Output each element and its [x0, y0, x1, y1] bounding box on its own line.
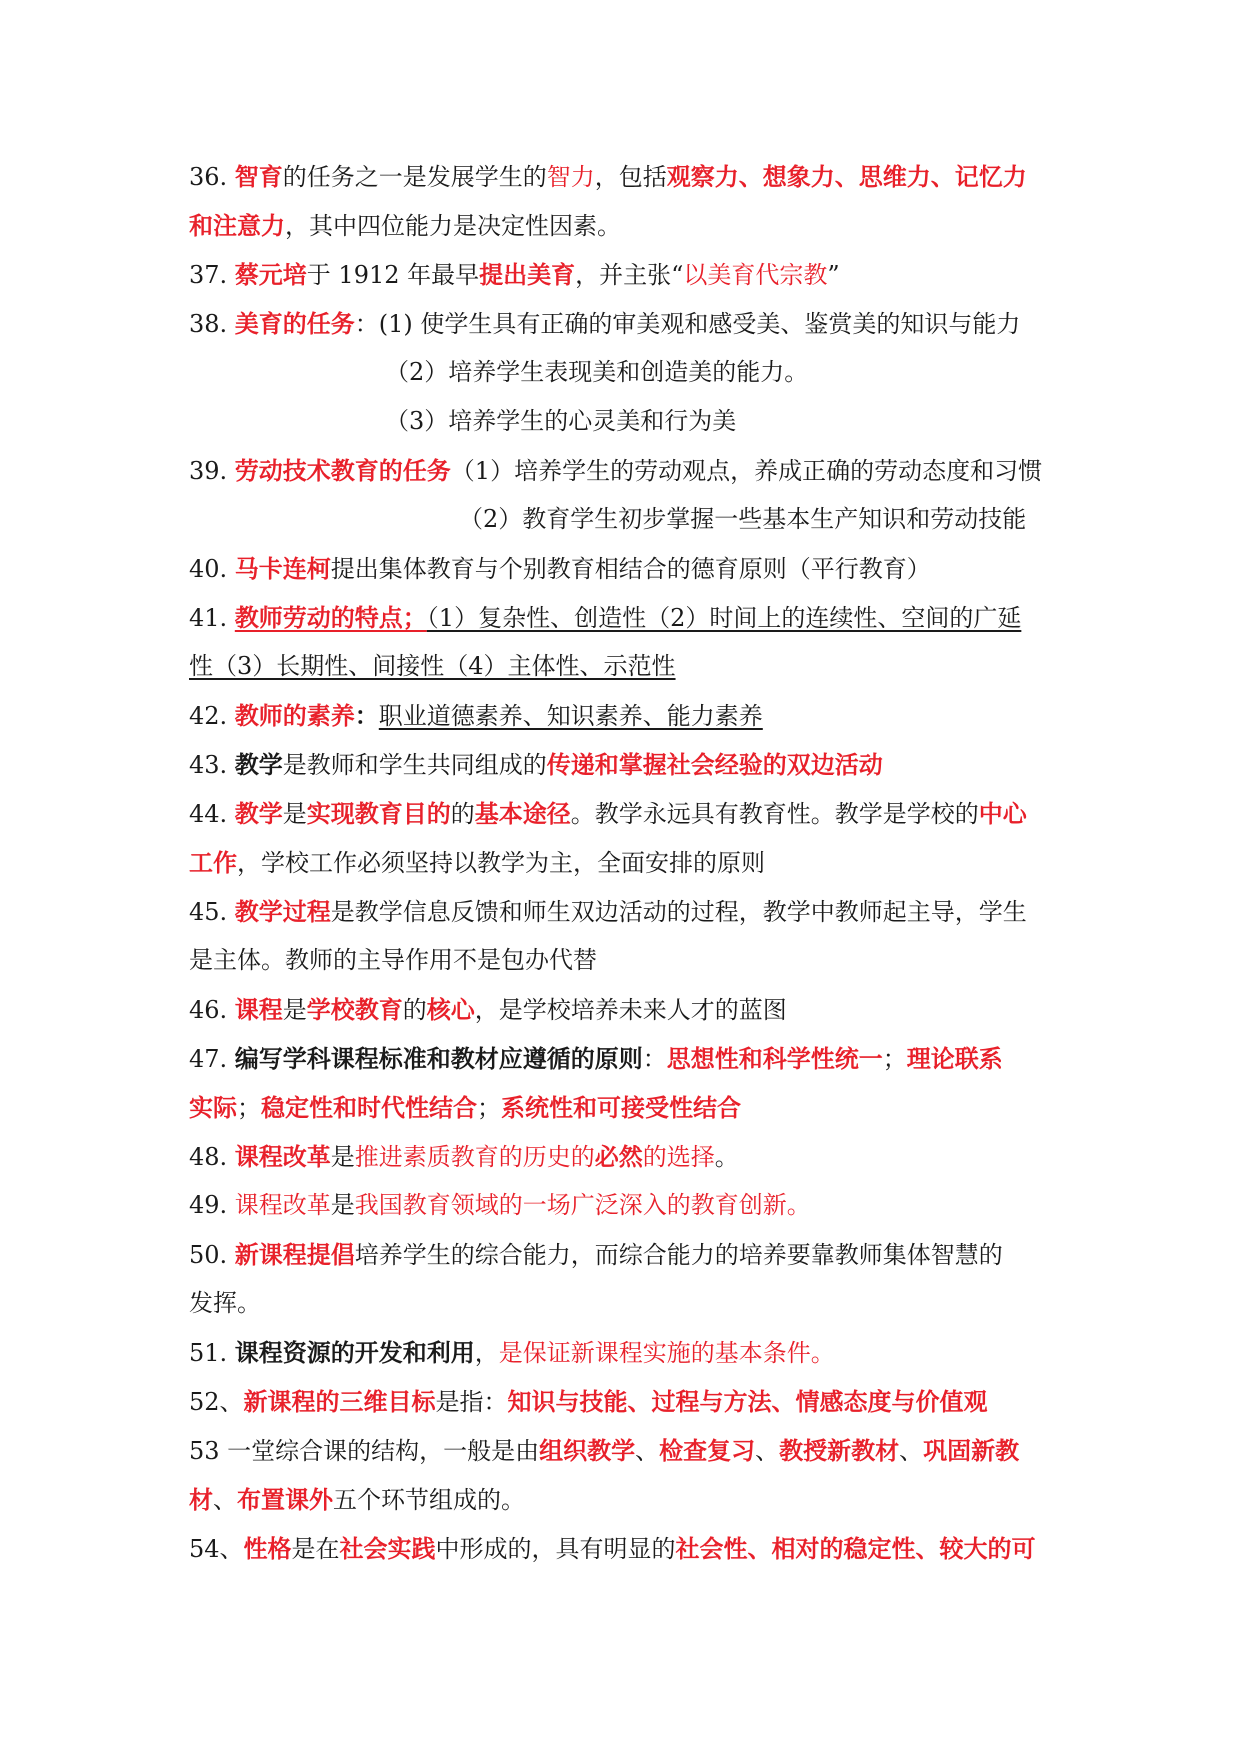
body-text: 是教学信息反馈和师生双边活动的过程，教学中教师起主导，学生	[330, 898, 1027, 926]
highlight-text: 核心	[426, 995, 475, 1024]
body-text: ：	[354, 701, 379, 730]
body-text: 47.	[189, 1045, 235, 1073]
text-line	[189, 397, 1057, 446]
highlight-text: 材	[189, 1485, 213, 1514]
body-text: 是指：	[435, 1388, 508, 1416]
highlight-text: 理论联系	[906, 1044, 1003, 1073]
text-line	[189, 887, 1057, 936]
body-text: （1）复杂性、创造性（2）时间上的连续性、空间的广延	[426, 604, 1022, 632]
highlight-text: 传递和掌握社会经验的双边活动	[546, 750, 883, 779]
text-line	[189, 201, 1057, 250]
body-text: （2）培养学生表现美和创造美的能力。	[385, 358, 809, 386]
highlight-text: 教学	[234, 799, 283, 828]
text-line	[189, 1279, 1057, 1328]
body-text: 的	[450, 800, 475, 828]
text-line	[189, 1475, 1057, 1524]
body-text: 、	[899, 1437, 924, 1465]
body-text: 48.	[189, 1143, 235, 1171]
body-text: 46.	[189, 996, 235, 1024]
highlight-text: 劳动技术教育的任务	[234, 456, 451, 485]
highlight-text: 新课程的三维目标	[243, 1387, 436, 1416]
body-text: 52、	[189, 1388, 244, 1416]
text-line	[189, 1034, 1057, 1083]
body-text: （2）教育学生初步掌握一些基本生产知识和劳动技能	[459, 505, 1027, 533]
body-text: 。	[714, 1143, 739, 1171]
body-text: 培养学生的综合能力，而综合能力的培养要靠教师集体智慧的	[354, 1241, 1003, 1269]
body-text: 五个环节组成的。	[333, 1486, 525, 1514]
highlight-text: 课程	[234, 995, 283, 1024]
text-line	[189, 838, 1057, 887]
body-text: 38.	[189, 310, 235, 338]
body-text: 发挥。	[189, 1289, 261, 1317]
highlight-text: 课程改革	[234, 1191, 331, 1219]
highlight-text: 检查复习	[659, 1436, 756, 1465]
highlight-text: 和注意力	[189, 211, 285, 240]
highlight-text: 社会实践	[339, 1534, 436, 1563]
body-text: ，	[474, 1339, 499, 1367]
text-line	[189, 495, 1057, 544]
highlight-text: 智力	[546, 163, 595, 191]
body-text: 课程资源的开发和利用	[234, 1338, 475, 1367]
highlight-text: 布置课外	[237, 1485, 333, 1514]
text-line	[189, 642, 1057, 691]
body-text: （3）培养学生的心灵美和行为美	[385, 407, 737, 435]
highlight-text: 是保证新课程实施的基本条件。	[498, 1339, 835, 1367]
body-text: 。教学永远具有教育性。教学是学校的	[570, 800, 979, 828]
body-text: ”	[827, 261, 840, 289]
text-line	[189, 740, 1057, 789]
text-line	[189, 250, 1057, 299]
highlight-text: 教师的素养	[234, 701, 355, 730]
highlight-text: 我国教育领域的一场广泛深入的教育创新。	[354, 1191, 811, 1219]
body-text: 教学	[234, 750, 283, 779]
body-text: ，学校工作必须坚持以教学为主，全面安排的原则	[237, 849, 765, 877]
highlight-text: 学校教育	[306, 995, 403, 1024]
highlight-text: 稳定性和时代性结合	[261, 1093, 477, 1122]
text-line	[189, 446, 1057, 495]
highlight-text: 实现教育目的	[306, 799, 451, 828]
body-text: ；	[882, 1045, 907, 1073]
text-line	[189, 1230, 1057, 1279]
body-text: 、	[635, 1437, 660, 1465]
body-text: 40.	[189, 555, 235, 583]
body-text: 、	[213, 1486, 237, 1514]
highlight-text: 系统性和可接受性结合	[501, 1093, 741, 1122]
body-text: 、	[755, 1437, 780, 1465]
body-text: 49.	[189, 1191, 235, 1219]
text-line	[189, 691, 1057, 740]
body-text: 是主体。教师的主导作用不是包办代替	[189, 946, 597, 974]
body-text: 39.	[189, 457, 235, 485]
body-text: 是在	[291, 1535, 340, 1563]
body-text: （1）培养学生的劳动观点，养成正确的劳动态度和习惯	[450, 457, 1043, 485]
body-text: 50.	[189, 1241, 235, 1269]
highlight-text: 组织教学	[539, 1436, 636, 1465]
highlight-text: 教授新教材	[779, 1436, 900, 1465]
body-text: 44.	[189, 800, 235, 828]
highlight-text: 教学过程	[234, 897, 331, 926]
highlight-text: 新课程提倡	[234, 1240, 355, 1269]
highlight-text: 观察力、想象力、思维力、记忆力	[666, 162, 1027, 191]
text-line	[189, 1083, 1057, 1132]
text-line	[189, 985, 1057, 1034]
highlight-text: 巩固新教	[923, 1436, 1020, 1465]
highlight-text: 性格	[243, 1534, 292, 1563]
notes-body	[189, 152, 1057, 1573]
body-text: 的	[402, 996, 427, 1024]
body-text: 是	[282, 996, 307, 1024]
body-text: 41.	[189, 604, 235, 632]
body-text: 性（3）长期性、间接性（4）主体性、示范性	[189, 652, 676, 680]
body-text: ：	[642, 1045, 667, 1073]
text-line	[189, 299, 1057, 348]
highlight-text: 智育	[234, 162, 283, 191]
highlight-text: 思想性和科学性统一	[666, 1044, 883, 1073]
highlight-text: 以美育代宗教	[683, 261, 828, 289]
body-text: 是	[330, 1191, 355, 1219]
text-line	[189, 348, 1057, 397]
body-text: 37.	[189, 261, 235, 289]
body-text: 53 一堂综合课的结构，一般是由	[189, 1437, 540, 1465]
body-text: 43.	[189, 751, 235, 779]
text-line	[189, 1377, 1057, 1426]
text-line	[189, 152, 1057, 201]
text-line	[189, 1328, 1057, 1377]
body-text: 于 1912 年最早	[306, 261, 480, 289]
body-text: 36.	[189, 163, 235, 191]
body-text: 提出集体教育与个别教育相结合的德育原则（平行教育）	[330, 555, 931, 583]
body-text: 42.	[189, 702, 235, 730]
body-text: 45.	[189, 898, 235, 926]
body-text: 编写学科课程标准和教材应遵循的原则	[234, 1044, 643, 1073]
highlight-text: 课程改革	[234, 1142, 331, 1171]
text-line	[189, 1181, 1057, 1230]
body-text: ，其中四位能力是决定性因素。	[285, 212, 621, 240]
body-text: ：(1) 使学生具有正确的审美观和感受美、鉴赏美的知识与能力	[354, 310, 1021, 338]
text-line	[189, 1426, 1057, 1475]
highlight-text: 社会性、相对的稳定性、较大的可	[675, 1534, 1036, 1563]
text-line	[189, 1132, 1057, 1181]
text-line	[189, 936, 1057, 985]
text-line	[189, 1524, 1057, 1573]
body-text: 是教师和学生共同组成的	[282, 751, 547, 779]
highlight-text: 提出美育	[479, 260, 576, 289]
highlight-text: 教师劳动的特点；	[234, 603, 427, 632]
text-line	[189, 544, 1057, 593]
body-text: 51.	[189, 1339, 235, 1367]
text-line	[189, 593, 1057, 642]
highlight-text: 中心	[978, 799, 1027, 828]
body-text: ，并主张“	[575, 261, 684, 289]
highlight-text: 蔡元培	[234, 260, 307, 289]
highlight-text: 的选择	[642, 1143, 715, 1171]
body-text: ；	[477, 1094, 501, 1122]
highlight-text: 美育的任务	[234, 309, 355, 338]
body-text: 是	[330, 1143, 355, 1171]
body-text: 是	[282, 800, 307, 828]
body-text: 的任务之一是发展学生的	[282, 163, 547, 191]
body-text: 中形成的，具有明显的	[435, 1535, 676, 1563]
highlight-text: 推进素质教育的历史的	[354, 1143, 595, 1171]
highlight-text: 知识与技能、过程与方法、情感态度与价值观	[507, 1387, 988, 1416]
body-text: 职业道德素养、知识素养、能力素养	[378, 702, 763, 730]
body-text: ；	[237, 1094, 261, 1122]
body-text: 54、	[189, 1535, 244, 1563]
highlight-text: 马卡连柯	[234, 554, 331, 583]
highlight-text: 工作	[189, 848, 237, 877]
body-text: ，包括	[594, 163, 667, 191]
body-text: ，是学校培养未来人才的蓝图	[474, 996, 787, 1024]
highlight-text: 必然	[594, 1142, 643, 1171]
highlight-text: 实际	[189, 1093, 237, 1122]
text-line	[189, 789, 1057, 838]
highlight-text: 基本途径	[474, 799, 571, 828]
